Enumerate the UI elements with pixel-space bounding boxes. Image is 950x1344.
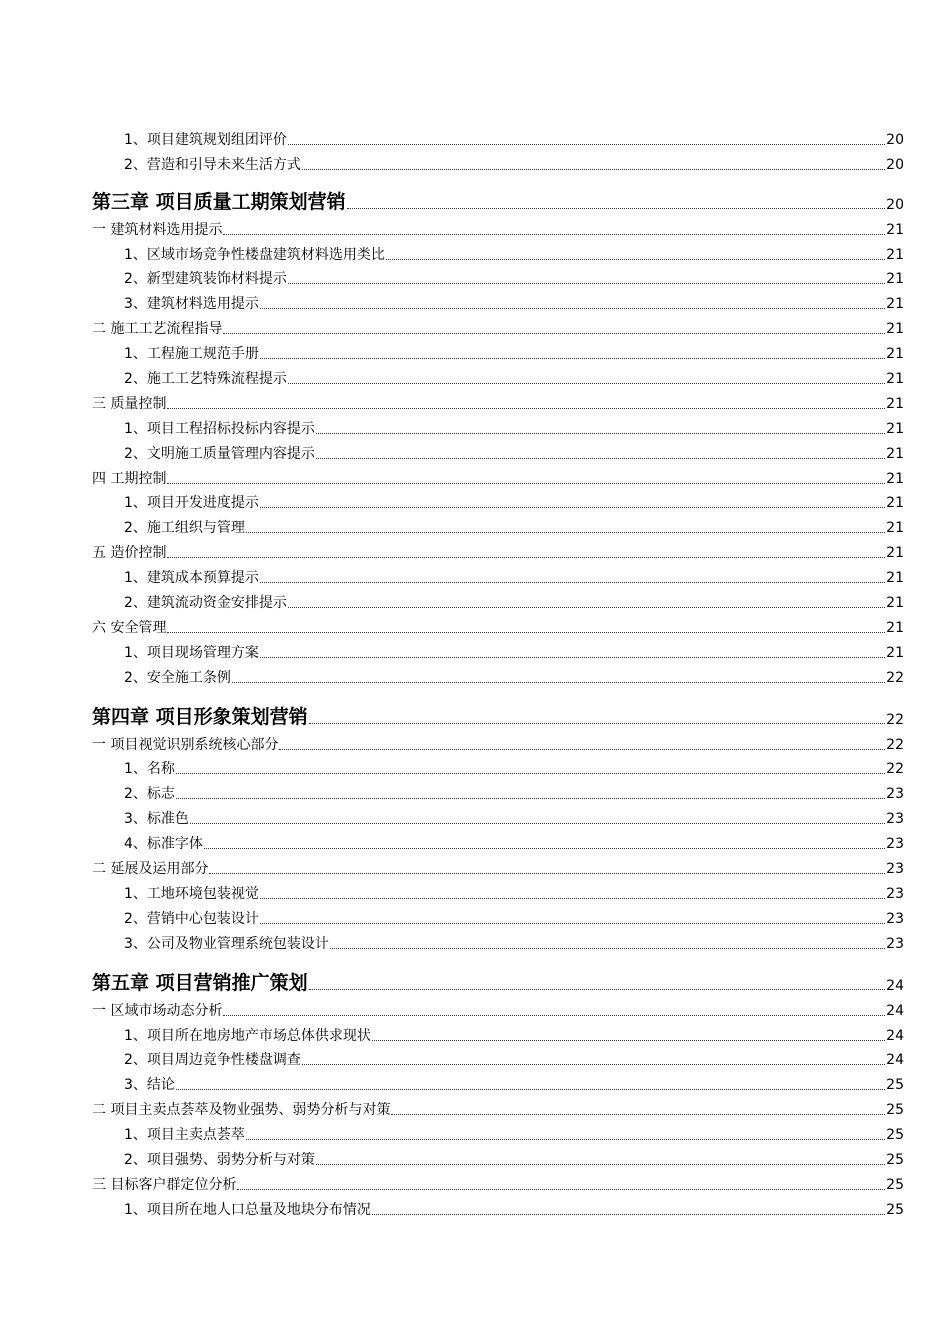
toc-page-number: 23 [886, 861, 904, 878]
toc-subsection-entry[interactable] [92, 903, 904, 928]
toc-entry-title: 三 质量控制 [92, 395, 167, 412]
toc-dot-leader [309, 989, 886, 990]
toc-section-entry[interactable] [92, 1094, 904, 1119]
toc-page-number: 23 [886, 885, 904, 902]
toc-entry-title: 2、项目强势、弱势分析与对策 [124, 1151, 315, 1168]
toc-subsection-entry[interactable] [92, 1144, 904, 1169]
toc-page-number: 22 [886, 711, 904, 728]
toc-entry-title: 4、标准字体 [124, 836, 203, 853]
toc-entry-title: 2、营销中心包装设计 [124, 910, 259, 927]
toc-subsection-entry[interactable] [92, 264, 904, 289]
toc-page-number: 21 [886, 595, 904, 612]
toc-dot-leader [288, 383, 885, 384]
toc-page-number: 24 [886, 1052, 904, 1069]
toc-dot-leader [260, 657, 885, 658]
toc-dot-leader [316, 458, 885, 459]
toc-dot-leader [209, 873, 885, 874]
toc-page-number: 21 [886, 570, 904, 587]
toc-page-number: 24 [886, 977, 904, 994]
toc-page-number: 22 [886, 669, 904, 686]
toc-dot-leader [372, 1040, 885, 1041]
toc-subsection-entry[interactable] [92, 363, 904, 388]
toc-dot-leader [288, 144, 885, 145]
toc-dot-leader [302, 1064, 885, 1065]
toc-page-number: 23 [886, 836, 904, 853]
toc-dot-leader [176, 798, 885, 799]
toc-entry-title: 第四章 项目形象策划营销 [92, 705, 308, 728]
toc-dot-leader [279, 749, 885, 750]
toc-entry-title: 2、安全施工条例 [124, 669, 231, 686]
toc-page-number: 25 [886, 1127, 904, 1144]
toc-page-number: 21 [886, 321, 904, 338]
toc-subsection-entry[interactable] [92, 1194, 904, 1219]
toc-subsection-entry[interactable] [92, 1069, 904, 1094]
toc-subsection-entry[interactable] [92, 1045, 904, 1070]
toc-section-entry[interactable] [92, 537, 904, 562]
toc-page-number: 21 [886, 545, 904, 562]
toc-page-number: 21 [886, 420, 904, 437]
toc-dot-leader [309, 723, 886, 724]
toc-page-number: 21 [886, 221, 904, 238]
toc-page-number: 21 [886, 346, 904, 363]
toc-page-number: 21 [886, 246, 904, 263]
toc-dot-leader [260, 358, 885, 359]
toc-subsection-entry[interactable] [92, 828, 904, 853]
toc-page-number: 25 [886, 1077, 904, 1094]
toc-dot-leader [260, 923, 885, 924]
toc-entry-title: 2、标志 [124, 786, 175, 803]
toc-section-entry[interactable] [92, 995, 904, 1020]
toc-dot-leader [288, 607, 885, 608]
toc-dot-leader [302, 169, 885, 170]
toc-page-number: 22 [886, 761, 904, 778]
toc-entry-title: 2、施工组织与管理 [124, 520, 245, 537]
toc-entry-title: 1、项目所在地房地产市场总体供求现状 [124, 1027, 371, 1044]
toc-page-number: 25 [886, 1151, 904, 1168]
toc-entry-title: 一 建筑材料选用提示 [92, 221, 223, 238]
toc-page-number: 23 [886, 786, 904, 803]
toc-dot-leader [288, 283, 885, 284]
toc-subsection-entry[interactable] [92, 413, 904, 438]
toc-page-number: 23 [886, 910, 904, 927]
toc-entry-title: 1、项目工程招标投标内容提示 [124, 420, 315, 437]
toc-entry-title: 1、区域市场竞争性楼盘建筑材料选用类比 [124, 246, 385, 263]
toc-page-number: 21 [886, 470, 904, 487]
toc-subsection-entry[interactable] [92, 778, 904, 803]
toc-subsection-entry[interactable] [92, 338, 904, 363]
toc-dot-leader [167, 557, 885, 558]
toc-subsection-entry[interactable] [92, 512, 904, 537]
toc-entry-title: 第三章 项目质量工期策划营销 [92, 190, 346, 213]
toc-entry-title: 1、建筑成本预算提示 [124, 570, 259, 587]
toc-entry-title: 1、项目现场管理方案 [124, 644, 259, 661]
toc-subsection-entry[interactable] [92, 488, 904, 513]
toc-entry-title: 五 造价控制 [92, 545, 167, 562]
toc-subsection-entry[interactable] [92, 928, 904, 953]
toc-dot-leader [204, 848, 885, 849]
toc-dot-leader [391, 1114, 885, 1115]
toc-entry-title: 二 延展及运用部分 [92, 861, 209, 878]
toc-entry-title: 2、建筑流动资金安排提示 [124, 595, 287, 612]
toc-dot-leader [246, 1139, 885, 1140]
toc-dot-leader [176, 773, 885, 774]
toc-entry-title: 六 安全管理 [92, 619, 167, 636]
toc-page-number: 20 [886, 131, 904, 148]
toc-entry-title: 1、项目主卖点荟萃 [124, 1127, 245, 1144]
toc-page-number: 24 [886, 1002, 904, 1019]
toc-section-entry[interactable] [92, 388, 904, 413]
toc-dot-leader [246, 532, 885, 533]
toc-entry-title: 3、建筑材料选用提示 [124, 296, 259, 313]
toc-dot-leader [232, 682, 885, 683]
toc-subsection-entry[interactable] [92, 438, 904, 463]
toc-dot-leader [372, 1214, 885, 1215]
toc-dot-leader [316, 433, 885, 434]
toc-page-number: 23 [886, 935, 904, 952]
toc-subsection-entry[interactable] [92, 149, 904, 174]
toc-subsection-entry[interactable] [92, 124, 904, 149]
toc-entry-title: 2、新型建筑装饰材料提示 [124, 271, 287, 288]
toc-section-entry[interactable] [92, 1169, 904, 1194]
toc-chapter-entry[interactable] [92, 687, 904, 729]
toc-entry-title: 三 目标客户群定位分析 [92, 1176, 237, 1193]
toc-entry-title: 第五章 项目营销推广策划 [92, 971, 308, 994]
toc-page-number: 25 [886, 1176, 904, 1193]
toc-chapter-entry[interactable] [92, 174, 904, 214]
toc-dot-leader [347, 208, 886, 209]
toc-dot-leader [167, 408, 885, 409]
toc-section-entry[interactable] [92, 313, 904, 338]
toc-entry-title: 1、项目建筑规划组团评价 [124, 131, 287, 148]
toc-section-entry[interactable] [92, 853, 904, 878]
toc-dot-leader [176, 1089, 885, 1090]
toc-dot-leader [167, 632, 885, 633]
toc-section-entry[interactable] [92, 214, 904, 239]
toc-section-entry[interactable] [92, 463, 904, 488]
toc-chapter-entry[interactable] [92, 953, 904, 995]
toc-entry-title: 1、工地环境包装视觉 [124, 885, 259, 902]
toc-page-number: 21 [886, 520, 904, 537]
toc-dot-leader [260, 308, 885, 309]
toc-dot-leader [260, 582, 885, 583]
toc-page-number: 21 [886, 445, 904, 462]
toc-page-number: 22 [886, 736, 904, 753]
toc-page-number: 23 [886, 811, 904, 828]
toc-subsection-entry[interactable] [92, 803, 904, 828]
toc-dot-leader [167, 483, 885, 484]
toc-dot-leader [260, 507, 885, 508]
toc-entry-title: 1、名称 [124, 761, 175, 778]
toc-entry-title: 3、公司及物业管理系统包装设计 [124, 935, 329, 952]
toc-page-number: 21 [886, 644, 904, 661]
toc-entry-title: 3、标准色 [124, 811, 189, 828]
toc-entry-title: 1、工程施工规范手册 [124, 346, 259, 363]
toc-entry-title: 1、项目所在地人口总量及地块分布情况 [124, 1201, 371, 1218]
toc-dot-leader [330, 948, 885, 949]
toc-page-number: 21 [886, 395, 904, 412]
toc-page-number: 20 [886, 156, 904, 173]
toc-entry-title: 一 区域市场动态分析 [92, 1002, 223, 1019]
toc-subsection-entry[interactable] [92, 239, 904, 264]
toc-page-number: 21 [886, 371, 904, 388]
toc-dot-leader [223, 1015, 885, 1016]
toc-page-number: 21 [886, 495, 904, 512]
table-of-contents [92, 124, 904, 1219]
toc-dot-leader [237, 1189, 885, 1190]
toc-page-number: 21 [886, 619, 904, 636]
toc-page-number: 21 [886, 296, 904, 313]
toc-page-number: 20 [886, 196, 904, 213]
toc-page-number: 25 [886, 1102, 904, 1119]
toc-subsection-entry[interactable] [92, 754, 904, 779]
toc-page-number: 24 [886, 1027, 904, 1044]
toc-dot-leader [386, 259, 885, 260]
toc-page-number: 21 [886, 271, 904, 288]
toc-subsection-entry[interactable] [92, 662, 904, 687]
toc-entry-title: 2、施工工艺特殊流程提示 [124, 371, 287, 388]
toc-subsection-entry[interactable] [92, 1020, 904, 1045]
toc-dot-leader [260, 898, 885, 899]
toc-entry-title: 二 施工工艺流程指导 [92, 321, 223, 338]
toc-dot-leader [223, 234, 885, 235]
toc-subsection-entry[interactable] [92, 878, 904, 903]
toc-subsection-entry[interactable] [92, 1119, 904, 1144]
toc-entry-title: 1、项目开发进度提示 [124, 495, 259, 512]
toc-subsection-entry[interactable] [92, 637, 904, 662]
toc-entry-title: 四 工期控制 [92, 470, 167, 487]
toc-dot-leader [316, 1164, 885, 1165]
toc-entry-title: 3、结论 [124, 1077, 175, 1094]
toc-subsection-entry[interactable] [92, 288, 904, 313]
toc-subsection-entry[interactable] [92, 587, 904, 612]
toc-dot-leader [190, 823, 885, 824]
toc-subsection-entry[interactable] [92, 562, 904, 587]
toc-entry-title: 2、文明施工质量管理内容提示 [124, 445, 315, 462]
toc-entry-title: 2、营造和引导未来生活方式 [124, 156, 301, 173]
toc-page-number: 25 [886, 1201, 904, 1218]
toc-section-entry[interactable] [92, 612, 904, 637]
toc-entry-title: 2、项目周边竞争性楼盘调查 [124, 1052, 301, 1069]
toc-entry-title: 二 项目主卖点荟萃及物业强势、弱势分析与对策 [92, 1102, 391, 1119]
toc-section-entry[interactable] [92, 729, 904, 754]
toc-entry-title: 一 项目视觉识别系统核心部分 [92, 736, 279, 753]
toc-dot-leader [223, 333, 885, 334]
